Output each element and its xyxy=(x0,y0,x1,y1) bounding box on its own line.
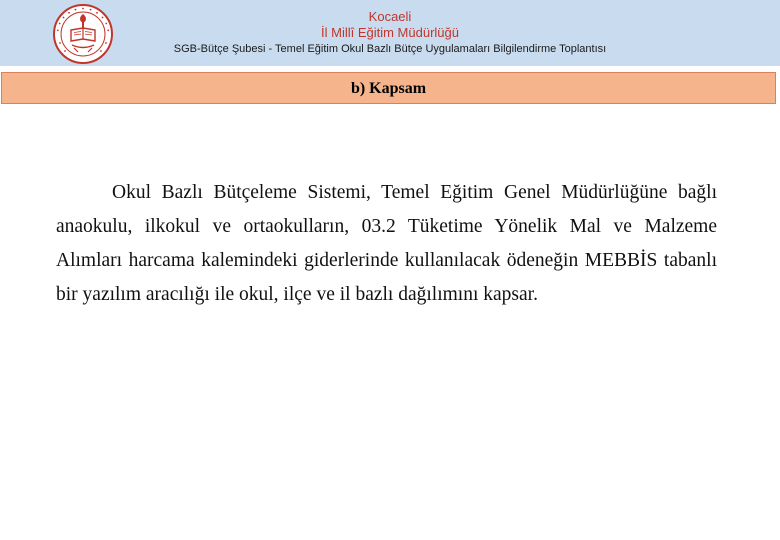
content-paragraph: Okul Bazlı Bütçeleme Sistemi, Temel Eğitim Genel Müdürlüğüne bağlı anaokulu, ilkokul ve ortaokulların, 03.2 Tüketime Yönelik Mal ve Malzeme Alımları harcama kalemindeki giderlerinde kullanılacak ödeneğin MEBBİS tabanlı bir yazılım aracılığı ile okul, ilçe ve il bazlı dağılımını kapsar. xyxy=(56,182,717,305)
header-subtitle: SGB-Bütçe Şubesi - Temel Eğitim Okul Bazlı Bütçe Uygulamaları Bilgilendirme Toplantısı xyxy=(173,43,607,55)
header-city: Kocaeli xyxy=(368,9,412,24)
header-directorate: İl Millî Eğitim Müdürlüğü xyxy=(321,25,459,40)
section-title: b) Kapsam xyxy=(350,80,427,97)
section-title-bar xyxy=(1,72,776,104)
slide-header xyxy=(0,0,780,66)
